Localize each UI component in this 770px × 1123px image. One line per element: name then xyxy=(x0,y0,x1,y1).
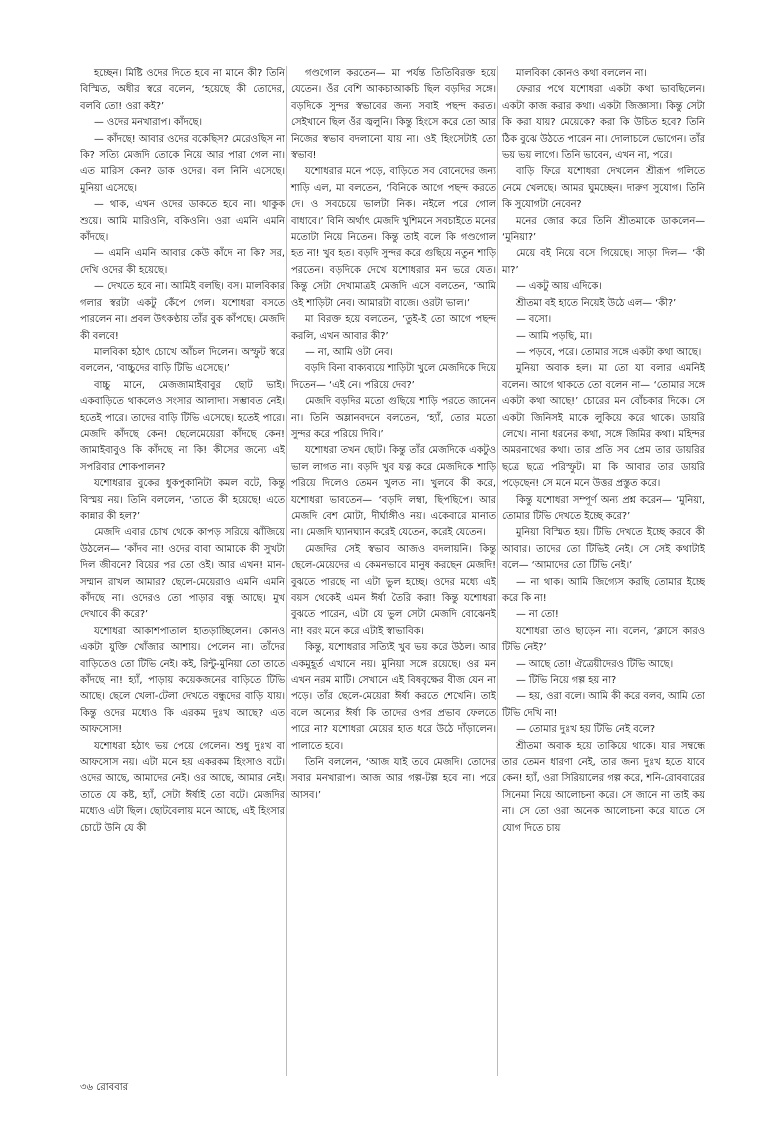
paragraph: যশোধরা তখন ছোট। কিন্তু তাঁর মেজদিকে একটুও ভাল লাগত না। বড়দি খুব যত্ন করে মেজদিকে শাড়ি পরিয়ে দিলেও তেমন খুলত না। খুলবে কী করে, যশোধরা ভাবতেন— ‘বড়দি লম্বা, ছিপছিপে। আর মেজদি বেশ মোটা, দীর্ঘাঙ্গীও নয়। একেবারে মানাত না। মেজদি ঘ্যানঘ্যান করেই যেতেন, করেই যেতেন। xyxy=(291,445,496,539)
paragraph: যশোধরা তাও ছাড়েন না। বলেন, ‘ক্লাসে কারও টিভি নেই?’ xyxy=(502,625,705,654)
paragraph: ফেরার পথে যশোধরা একটা কথা ভাবছিলেন। একটা কাজ করার কথা। একটা জিজ্ঞাসা। কিন্তু সেটা কি করা যায়? মেয়েকে? করা কি উচিত হবে? তিনি ঠিক বুঝে উঠতে পারেন না। দোলাচলে ভোগেন। তাঁর ভয় ভয় লাগে। তিনি ভাবেন, এখন না, পরে। xyxy=(502,84,705,162)
paragraph: যশোধরা আকাশপাতাল হাতড়াচ্ছিলেন। কোনও একটা যুক্তি খোঁজার আশায়। পেলেন না। তাঁদের বাড়িতেও তো টিভি নেই। কই, রিন্টু-মুনিয়া তো তাতে কাঁদছে না! হ্যাঁ, পাড়ায় কয়েকজনের বাড়িতে টিভি আছে। ছেলে খেলা-টেলা দেখতে বন্ধুদের বাড়ি যায়। কিন্তু ওদের মধ্যেও কি এরকম দুঃখ আছে? এত আফসোস! xyxy=(80,625,285,736)
paragraph: শ্রীতমা বই হাতে নিয়েই উঠে এল— ‘কী?’ xyxy=(516,297,677,309)
paragraph: হচ্ছেন। মিষ্টি ওদের দিতে হবে না মানে কী? তিনি বিস্মিত, অধীর স্বরে বলেন, ‘হয়েছে কী তোদের, বলবি তো! ওরা কই?’ xyxy=(80,68,285,112)
paragraph: মনের জোর করে তিনি শ্রীতমাকে ডাকলেন— ‘মুনিয়া?’ xyxy=(502,215,705,244)
paragraph: মেয়ে বই নিয়ে বসে গিয়েছে। সাড়া দিল— ‘কী মা?’ xyxy=(502,248,705,276)
paragraph: — না, আমি ওটা নেব। xyxy=(305,346,393,358)
paragraph: — দেখতে হবে না। আমিই বলছি। বস। মালবিকার গলার স্বরটা একটু কেঁপে গেল। যশোধরা বসতে পারলেন না। প্রবল উৎকণ্ঠায় তাঁর বুক কাঁপছে। মেজদি কী বলবে! xyxy=(80,281,285,342)
paragraph: যশোধরার মনে পড়ে, বাড়িতে সব বোনেদের জন্য শাড়ি এল, মা বলতেন, ‘বিনিকে আগে পছন্দ করতে দে। ও সবচেয়ে ভালটা নিক। নইলে পরে গোল বাধাবে।’ বিনি অর্থাৎ মেজদি খুশিমনে সবচাইতে মনের মতোটা নিয়ে নিতেন। কিন্তু তাই বলে কি গণ্ডগোল হত না! খুব হত। বড়দি সুন্দর করে গুছিয়ে নতুন শাড়ি পরতেন। বড়দিকে দেখে যশোধরার মন ভরে যেত। কিন্তু সেটা দেখামাত্রই মেজদি এসে বলতেন, ‘আমি ওই শাড়িটা নেব। আমারটা বাজে। ওরটা ভাল।’ xyxy=(291,166,496,309)
paragraph: — বসো। xyxy=(516,314,552,326)
paragraph: মা বিরক্ত হয়ে বলতেন, ‘তুই-ই তো আগে পছন্দ করলি, এখন আবার কী?’ xyxy=(291,314,496,342)
paragraph: যশোধরার বুকের ধুকপুকানিটা কমল বটে, কিন্তু বিস্ময় নয়। তিনি বললেন, ‘তাতে কী হয়েছে! এতে কান্নার কী হল?’ xyxy=(80,478,285,522)
paragraph: কিন্তু যশোধরা সম্পূর্ণ অন্য প্রশ্ন করেন— ‘মুনিয়া, তোমার টিভি দেখতে ইচ্ছে করে?’ xyxy=(502,494,705,522)
paragraph: — হয়, ওরা বলে। আমি কী করে বলব, আমি তো টিভি দেখি না! xyxy=(502,691,705,719)
paragraph: মালবিকা কোনও কথা বললেন না। xyxy=(516,68,647,79)
paragraph: কিন্তু, যশোধরার সত্যিই খুব ভয় করে উঠল। আর একমুহূর্ত এখানে নয়। মুনিয়া সঙ্গে রয়েছে। ওর মন এখন নরম মাটি। সেখানে এই বিষবৃক্ষের বীজ যেন না পড়ে। তাঁর ছেলে-মেয়েরা ঈর্ষা করতে শেখেনি। তাই বলে অন্যের ঈর্ষা কি তাদের ওপর প্রভাব ফেলতে পারে না? যশোধরা মেয়ের হাত ধরে উঠে দাঁড়ালেন। পালাতে হবে। xyxy=(291,642,496,752)
paragraph: শ্রীতমা অবাক হয়ে তাকিয়ে থাকে। যার সম্বন্ধে তার তেমন ধারণা নেই, তার জন্য দুঃখ হতে যাবে কেন! হ্যাঁ, ওরা সিরিয়ালের গল্প করে, শনি-রোববারের সিনেমা নিয়ে আলোচনা করে। সে জানে না তাই কয় না। সে তো ওরা অনেক আলোচনা করে যাতে সে যোগ দিতে চায় xyxy=(502,740,705,834)
paragraph: — কাঁদছে! আবার ওদের বকেছিস? মেরেওছিস না কি? সত্যি মেজদি তোকে নিয়ে আর পারা গেল না। এত মারিস কেন? ডাক ওদের। বল নিনি এসেছে। মুনিয়া এসেছে। xyxy=(80,133,285,194)
paragraph: মেজদির সেই স্বভাব আজও বদলায়নি। কিন্তু ছেলে-মেয়েদের এ কেমনভাবে মানুষ করছেন মেজদি! বুঝতে পারছে না এটা ভুল হচ্ছে। ওদের মধ্যে এই বয়স থেকেই এমন ঈর্ষা তৈরি করা! কিন্তু যশোধরা বুঝতে পারেন, এটা যে ভুল সেটা মেজদি বোঝেনই না! বরং মনে করে এটাই স্বাভাবিক। xyxy=(291,543,496,637)
paragraph: — তোমার দুঃখ হয় টিভি নেই বলে? xyxy=(516,724,656,736)
paragraph: তিনি বললেন, ‘আজ যাই তবে মেজদি। তোদের সবার মনখারাপ। আজ আর গল্প-টল্প হবে না। পরে আসব।’ xyxy=(291,757,496,801)
paragraph: — না তো! xyxy=(516,609,559,621)
paragraph: বাড়ি ফিরে যশোধরা দেখলেন শ্রীরূপ গলিতে নেমে খেলছে। আমর ঘুমচ্ছেন। দারুণ সুযোগ। তিনি কি সুযোগটা নেবেন? xyxy=(502,166,705,211)
page-footer: ৩৬ রোববার xyxy=(80,1082,129,1093)
paragraph: — না থাক। আমি জিগ্যেস করছি তোমার ইচ্ছে করে কি না! xyxy=(502,576,705,604)
paragraph: — আমি পড়ছি, মা। xyxy=(516,330,593,342)
paragraph: বড়দি বিনা বাক্যব্যয়ে শাড়িটা খুলে মেজদিকে দিয়ে দিতেন— ‘এই নে। পরিয়ে দেব?’ xyxy=(291,363,496,391)
paragraph: গণ্ডগোল করতেন— মা পর্যন্ত তিতিবিরক্ত হয়ে যেতেন। ওঁর বেশি আকচাআকচি ছিল বড়দির সঙ্গে। বড়দিকে সুন্দর স্বভাবের জন্য সবাই পছন্দ করত। সেইখানে ছিল ওঁর জ্বলুনি। কিন্তু হিংসে করে তো আর নিজের স্বভাব বদলানো যায় না। ওই হিংসেটাই তো স্বভাব! xyxy=(291,68,496,162)
paragraph: মেজদি বড়দির মতো গুছিয়ে শাড়ি পরতে জানেন না। তিনি অম্লানবদনে বলতেন, ‘হ্যাঁ, তোর মতো সুন্দর করে পরিয়ে দিবি।’ xyxy=(291,396,496,440)
paragraph: মুনিয়া অবাক হল। মা তো যা বলার এমনিই বলেন। আগে থাকতে তো বলেন না— ‘তোমার সঙ্গে একটা কথা আছে!’ চোরের মন বোঁচকার দিকে। সে একটা জিনিসই মাকে লুকিয়ে করে থাকে। ডায়রি লেখে। নানা ধরনের কথা, সঙ্গে জিমির কথা। মহিন্দর অমরনাথের কথা। তার প্রতি সব প্রেম তার ডায়রির ছত্রে ছত্রে পরিস্ফুট। মা কি আবার তার ডায়রি পড়েছেন! সে মনে মনে উত্তর প্রস্তুত করে। xyxy=(502,363,705,490)
paragraph: বাচ্চু মানে, মেজজামাইবাবুর ছোট ভাই। একবাড়িতে থাকলেও সংসার আলাদা। সম্ভাবত নেই। হতেই পারে। তাদের বাড়ি টিভি এসেছে। হতেই পারে। মেজদি কাঁদছে কেন! ছেলেমেয়েরা কাঁদছে কেন! জামাইবাবুও কি কাঁদছে না কি! কীসের জন্যে এই সপরিবার শোকপালন? xyxy=(80,379,285,473)
paragraph: — আছে তো! ঐত্রেয়ীদেরও টিভি আছে। xyxy=(516,658,674,670)
text-column-3 xyxy=(497,66,705,1076)
paragraph: মেজদি এবার চোখ থেকে কাপড় সরিয়ে ঝাঁজিয়ে উঠলেন— ‘কাঁদব না! ওদের বাবা আমাকে কী সুখটা দিল জীবনে? বিয়ের পর তো ওই। আর এখন! মান-সম্মান রাখল আমার? ছেলে-মেয়েরাও এমনি এমনি কাঁদছে না। ওদেরও তো পাড়ার বন্ধু আছে। মুখ দেখাবে কী করে?’ xyxy=(80,527,285,621)
paragraph: — ওদের মনখারাপ। কাঁদছে। xyxy=(94,117,202,129)
text-column-2 xyxy=(286,66,496,1076)
paragraph: — পড়বে, পরে। তোমার সঙ্গে একটা কথা আছে। xyxy=(516,346,702,358)
text-column-1 xyxy=(80,66,285,1076)
paragraph: — একটু আয় এদিকে। xyxy=(516,281,602,293)
paragraph: মুনিয়া বিস্মিত হয়। টিভি দেখতে ইচ্ছে করবে কী আবার। তাদের তো টিভিই নেই। সে সেই কথাটাই বলে— ‘আমাদের তো টিভি নেই।’ xyxy=(502,527,705,572)
paragraph: — এমনি এমনি আবার কেউ কাঁদে না কি? সর, দেখি ওদের কী হয়েছে। xyxy=(80,248,285,276)
paragraph: — থাক, এখন ওদের ডাকতে হবে না। থাকুক শুয়ে। আমি মারিওনি, বকিওনি। ওরা এমনি এমনি কাঁদছে। xyxy=(80,199,285,244)
paragraph: যশোধরা হঠাৎ ভয় পেয়ে গেলেন। শুধু দুঃখ বা আফসোস নয়। এটা মনে হয় একরকম হিংসাও বটে। ওদের আছে, আমাদের নেই। ওর আছে, আমার নেই। তাতে যে কষ্ট, হ্যাঁ, সেটা ঈর্ষাই তো বটে। মেজদির মধ্যেও এটা ছিল। ছোটবেলায় মনে আছে, এই হিংসার চোটে উনি যে কী xyxy=(80,740,285,834)
paragraph: মালবিকা হঠাৎ চোখে আঁচল দিলেন। অস্ফুট স্বরে বললেন, ‘বাচ্চুদের বাড়ি টিভি এসেছে।’ xyxy=(80,346,285,375)
paragraph: — টিভি নিয়ে গল্প হয় না? xyxy=(516,675,617,687)
